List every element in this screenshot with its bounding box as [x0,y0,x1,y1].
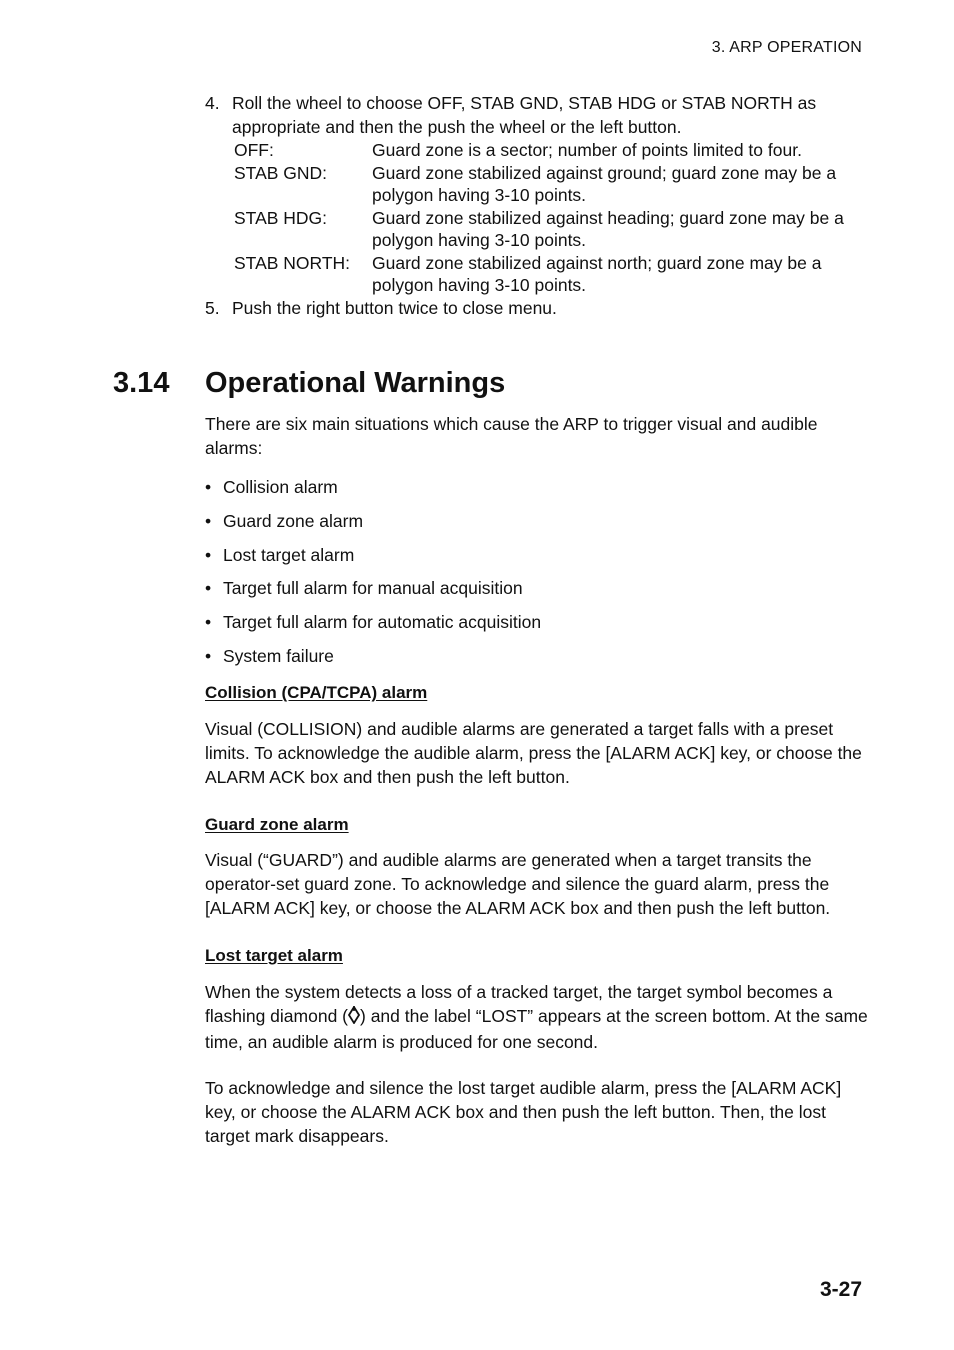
list-item-text: Guard zone alarm [223,510,364,531]
lost-paragraph-2: To acknowledge and silence the lost target audible alarm, press the [ALARM ACK] key, or choose the ALARM ACK box and then push the left button. Then, the lost target mark disappears. [205,1078,842,1146]
bullet-icon: • [205,477,212,497]
list-item-text: Target full alarm for automatic acquisition [223,612,542,633]
list-item [205,644,541,678]
alarm-list [205,475,541,678]
definition-stab-hdg [234,207,874,252]
definition-term: OFF: [234,140,274,160]
guard-paragraph: Visual (“GUARD”) and audible alarms are generated when a target transits the operator-set guard zone. To acknowledge and silence the guard alarm, press the [ALARM ACK] key, or choose the ALARM ACK box and then push the left button. [205,850,831,918]
bullet-icon: • [205,645,212,666]
list-item-text: System failure [223,645,334,666]
section-heading [113,367,505,400]
bullet-icon: • [205,578,212,599]
lost-heading: Lost target alarm [205,946,343,965]
intro-paragraph: There are six main situations which cause the ARP to trigger visual and audible alarms: [205,414,818,458]
running-header: 3. ARP OPERATION [711,39,862,56]
lost-text-before: When the system detects a loss of a tracked target, the target symbol becomes a flashing diamond ( [205,982,833,1026]
list-item [205,475,541,509]
step-text: Push the right button twice to close menu. [232,298,557,318]
list-item [205,509,541,543]
list-item [205,576,541,610]
guard-heading: Guard zone alarm [205,815,349,834]
bullet-icon: • [205,544,212,565]
bullet-icon: • [205,510,212,531]
definition-desc: Guard zone stabilized against north; guard zone may be a polygon having 3-10 points. [372,252,822,295]
mode-definitions [234,139,874,297]
lost-paragraph-1 [205,980,870,1054]
step-5 [0,297,954,321]
definition-desc: Guard zone is a sector; number of points limited to four. [372,140,802,160]
list-item-text: Collision alarm [223,477,338,497]
definition-off [234,139,874,162]
flashing-diamond-icon [348,1006,360,1030]
section-number: 3.14 [113,367,170,399]
definition-desc: Guard zone stabilized against heading; guard zone may be a polygon having 3-10 points. [372,207,844,250]
list-item [205,543,541,577]
definition-stab-north [234,252,874,297]
definition-term: STAB GND: [234,162,328,183]
definition-stab-gnd [234,162,874,207]
page-number: 3-27 [819,1278,862,1301]
definition-desc: Guard zone stabilized against ground; guard zone may be a polygon having 3-10 points. [372,162,837,205]
collision-paragraph: Visual (COLLISION) and audible alarms are generated a target falls with a preset limits. To acknowledge the audible alarm, press the [ALARM ACK] key, or choose the ALARM ACK box and then push the left button. [205,719,862,787]
step-number: 5. [205,298,220,318]
section-title: Operational Warnings [205,367,506,399]
step-number: 4. [205,93,220,113]
definition-term: STAB NORTH: [234,252,351,273]
step-4 [0,92,954,140]
list-item-text: Target full alarm for manual acquisition [223,578,523,599]
bullet-icon: • [205,612,212,633]
list-item-text: Lost target alarm [223,544,355,565]
step-text: Roll the wheel to choose OFF, STAB GND, STAB HDG or STAB NORTH as appropriate and then the push the wheel or the left button. [232,93,817,137]
definition-term: STAB HDG: [234,207,328,228]
list-item [205,610,541,644]
collision-heading: Collision (CPA/TCPA) alarm [205,683,428,702]
lost-text-after: ) and the label “LOST” appears at the screen bottom. At the same time, an audible alarm is produced for one second. [205,1006,868,1052]
